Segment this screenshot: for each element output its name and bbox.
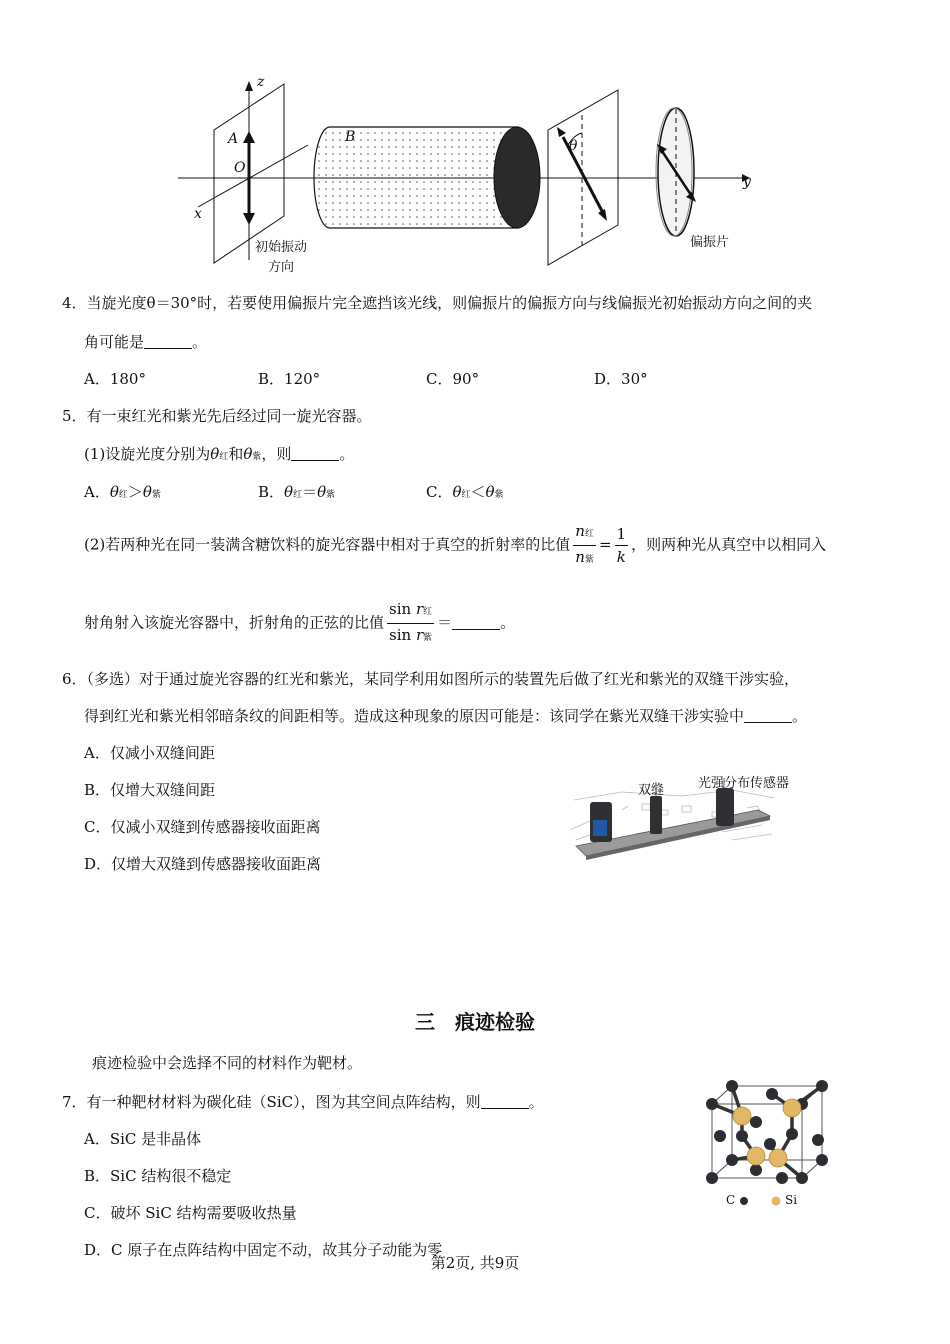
q4-option-c: C．90° — [426, 370, 480, 388]
theta-symbol: θ — [109, 483, 119, 501]
legend-si-atom — [772, 1197, 781, 1206]
q5-part1-suffix: 。 — [339, 445, 355, 463]
q5-part1 — [84, 443, 354, 464]
q5-part2-line2: 射角射入该旋光容器中，折射角的正弦的比值 $\frac{\text{sin r红}}{\text{sin r紫}}$ ＝ 。 — [84, 598, 515, 649]
q6-suffix: 。 — [792, 707, 808, 725]
label-theta: θ — [569, 138, 578, 154]
q4-answer-blank — [144, 334, 192, 349]
n-symbol: n — [575, 548, 585, 566]
option-letter: C． — [426, 483, 453, 501]
label-b: B — [345, 129, 356, 145]
numerator-one: 1 — [615, 523, 629, 546]
q5-option-a — [84, 481, 161, 502]
q6-option-d: D．仅增大双缝到传感器接收面距离 — [84, 855, 322, 873]
initial-vibration-caption-2: 方向 — [268, 260, 295, 275]
subscript-red: 红 — [461, 490, 471, 500]
subscript-purple: 紫 — [252, 452, 262, 462]
subscript-red: 红 — [584, 529, 594, 539]
theta-symbol: θ — [317, 483, 327, 501]
subscript-red: 红 — [118, 490, 128, 500]
legend-c-atom — [740, 1197, 748, 1205]
q5-then: ，则 — [261, 445, 292, 463]
q5-and: 和 — [228, 445, 244, 463]
relation: ＝ — [302, 483, 318, 501]
q5-part2-suffix: ，则两种光从真空中以相同入 — [631, 535, 827, 554]
n-symbol: n — [575, 522, 585, 540]
q4-text-line1: 4．当旋光度θ＝30°时，若要使用偏振片完全遮挡该光线，则偏振片的偏振方向与线偏振光初始振动方向之间的夹 — [62, 294, 813, 312]
subscript-red: 红 — [293, 490, 303, 500]
q5-text: 5．有一束红光和紫光先后经过同一旋光容器。 — [62, 407, 372, 425]
q7-option-c: C．破坏 SiC 结构需要吸收热量 — [84, 1204, 297, 1222]
subscript-purple: 紫 — [151, 490, 161, 500]
page-number: 第2页, 共9页 — [430, 1254, 520, 1272]
theta-symbol: θ — [243, 445, 253, 463]
sin-label: sin — [389, 600, 416, 618]
subscript-red: 红 — [219, 452, 229, 462]
y-axis-label: y — [743, 174, 751, 190]
q5-part1-blank — [291, 446, 339, 461]
option-letter: B． — [258, 483, 285, 501]
theta-symbol: θ — [452, 483, 462, 501]
subscript-purple: 紫 — [494, 490, 504, 500]
q4-prefix: 角可能是 — [84, 333, 145, 351]
q6-answer-blank — [744, 708, 792, 723]
relation: ＞ — [127, 483, 143, 501]
refractive-index-ratio — [573, 520, 596, 571]
sine-ratio — [387, 598, 434, 649]
r-symbol: r — [415, 626, 424, 644]
relation: ＜ — [470, 483, 486, 501]
option-letter: A． — [84, 483, 110, 501]
q5-option-c — [426, 481, 504, 502]
q6-prefix: 得到红光和紫光相邻暗条纹的间距相等。造成这种现象的原因可能是：该同学在紫光双缝干涉实验中 — [84, 707, 745, 725]
q5-part1-prefix: (1)设旋光度分别为 — [84, 445, 211, 463]
denominator-k: k — [616, 548, 626, 566]
q4-option-b: B．120° — [258, 370, 321, 388]
section-intro: 痕迹检验中会选择不同的材料作为靶材。 — [92, 1054, 363, 1072]
theta-symbol: θ — [142, 483, 152, 501]
q4-text-line2 — [84, 331, 207, 352]
z-axis-label: z — [257, 74, 265, 90]
q6-option-c: C．仅减小双缝到传感器接收面距离 — [84, 818, 321, 836]
initial-vibration-caption: 初始振动 — [255, 240, 308, 255]
r-symbol: r — [415, 600, 424, 618]
label-a: A — [228, 131, 239, 147]
sensor-label: 光强分布传感器 — [698, 776, 790, 791]
theta-symbol: θ — [284, 483, 294, 501]
q7-option-a: A．SiC 是非晶体 — [84, 1130, 202, 1148]
q6-option-a: A．仅减小双缝间距 — [84, 744, 215, 762]
double-slit-label: 双缝 — [638, 783, 665, 798]
x-axis-label: x — [194, 206, 202, 222]
q5-part2: (2)若两种光在同一装满含糖饮料的旋光容器中相对于真空的折射率的比值 $\frac{\text{n红}}{\text{n紫}}$ = $\frac{1}{k}$ ，则两种光从真空中以相同入 — [84, 520, 826, 571]
q6-option-b: B．仅增大双缝间距 — [84, 781, 216, 799]
q5-part2-line2-suffix: 。 — [500, 613, 516, 632]
polarizer-caption: 偏振片 — [690, 235, 730, 250]
subscript-purple: 紫 — [584, 555, 594, 565]
subscript-red: 红 — [423, 607, 433, 617]
subscript-purple: 紫 — [423, 633, 433, 643]
sin-label: sin — [389, 626, 416, 644]
q6-text-line2 — [84, 705, 807, 726]
section-title: 三 痕迹检验 — [415, 1010, 535, 1034]
q4-suffix: 。 — [192, 333, 208, 351]
q7-suffix: 。 — [528, 1093, 544, 1111]
subscript-purple: 紫 — [326, 490, 336, 500]
q4-option-d: D．30° — [594, 370, 648, 388]
q7-option-d: D．C 原子在点阵结构中固定不动，故其分子动能为零 — [84, 1241, 443, 1259]
q7-text — [62, 1091, 544, 1112]
q7-option-b: B．SiC 结构很不稳定 — [84, 1167, 232, 1185]
q5-option-b — [258, 481, 335, 502]
label-origin: O — [234, 160, 246, 176]
one-over-k — [615, 523, 629, 568]
theta-symbol: θ — [485, 483, 495, 501]
q6-text-line1: 6．（多选）对于通过旋光容器的红光和紫光，某同学利用如图所示的装置先后做了红光和紫光的双缝干涉实验， — [62, 670, 800, 688]
q7-prefix: 7．有一种靶材材料为碳化硅（SiC），图为其空间点阵结构，则 — [62, 1093, 481, 1111]
q5-part2-blank — [452, 615, 500, 630]
q4-option-a: A．180° — [84, 370, 146, 388]
theta-symbol: θ — [210, 445, 220, 463]
q5-part2-prefix: (2)若两种光在同一装满含糖饮料的旋光容器中相对于真空的折射率的比值 — [84, 535, 571, 554]
legend-c-label: C — [726, 1193, 736, 1207]
sic-lattice-figure — [700, 1078, 840, 1213]
q7-answer-blank — [481, 1094, 529, 1109]
q5-part2-line2-prefix: 射角射入该旋光容器中，折射角的正弦的比值 — [84, 613, 385, 632]
legend-si-label: Si — [785, 1193, 798, 1207]
